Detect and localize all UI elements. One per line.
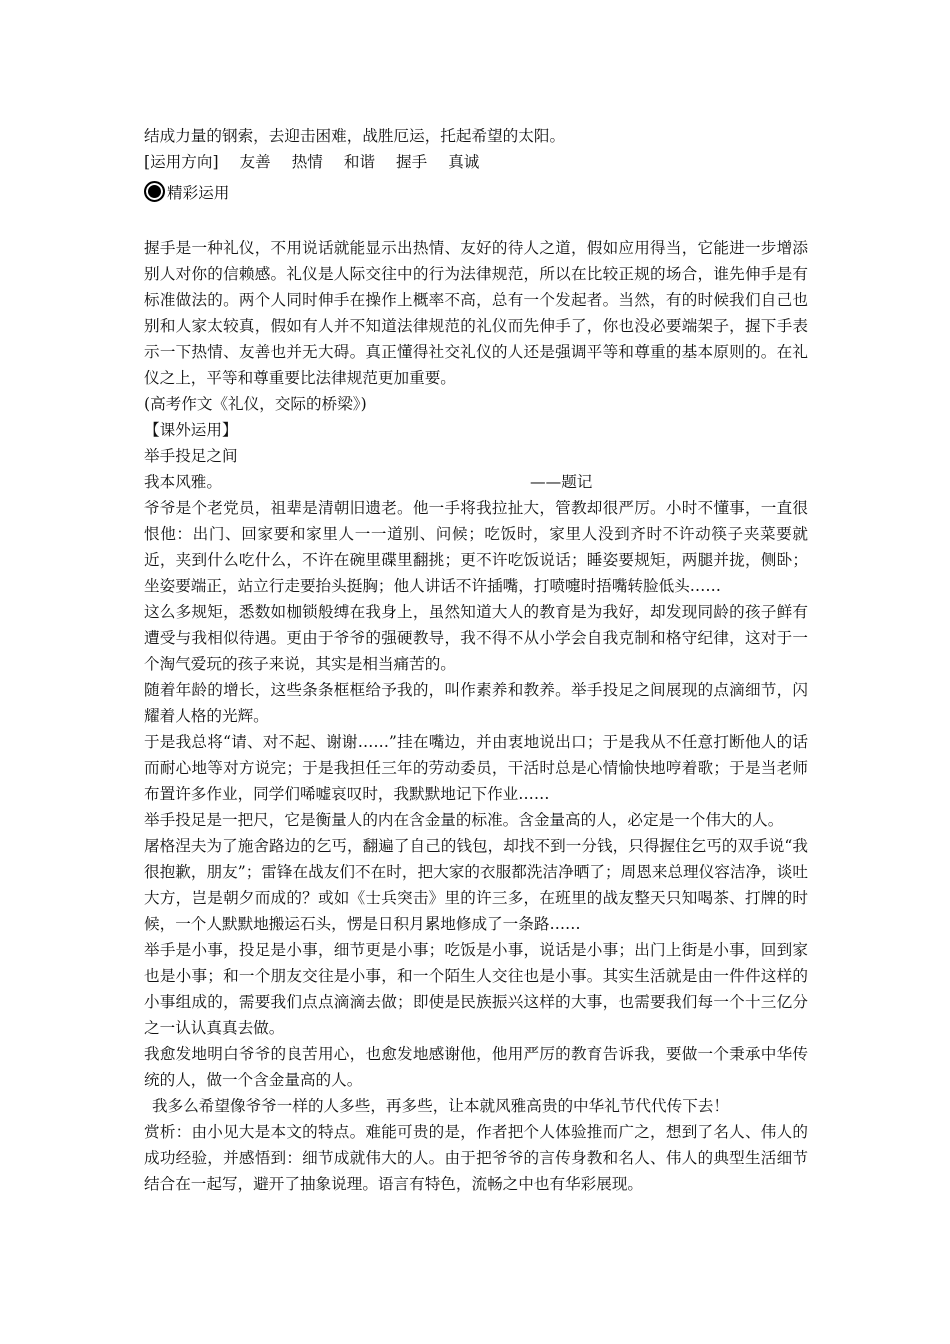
- paragraph: 这么多规矩，悉数如枷锁般缚在我身上，虽然知道大人的教育是为我好，却发现同龄的孩子鲜有遭受与我相似待遇。更由于爷爷的强硬教导，我不得不从小学会自我克制和格守纪律，这对于一个淘气爱玩的孩子来说，其实是相当痛苦的。: [144, 603, 808, 673]
- bullet-icon: [144, 181, 165, 202]
- paragraph: 我愈发地明白爷爷的良苦用心，也愈发地感谢他，他用严厉的教育告诉我，要做一个秉承中华传统的人，做一个含金量高的人。: [144, 1045, 808, 1089]
- application-direction: [144, 149, 808, 175]
- paragraph: 爷爷是个老党员，祖辈是清朝旧遗老。他一手将我拉扯大，管教却很严厉。小时不懂事，一直很恨他：出门、回家要和家里人一一道别、问候；吃饭时，家里人没到齐时不许动筷子夹菜要就近，夹到什么吃什么，不许在碗里碟里翻挑；更不许吃饭说话；睡姿要规矩，两腿并拢，侧卧；坐姿要端正，站立行走要抬头挺胸；他人讲话不许插嘴，打喷嚏时捂嘴转脸低头……: [144, 499, 808, 595]
- comment-paragraph: 赏析：由小见大是本文的特点。难能可贵的是，作者把个人体验推而广之，想到了名人、伟人的成功经验，并感悟到：细节成就伟大的人。由于把爷爷的言传身教和名人、伟人的典型生活细节结合在一起写，避开了抽象说理。语言有特色，流畅之中也有华彩展现。: [144, 1123, 808, 1193]
- closing-line: 我多么希望像爷爷一样的人多些，再多些，让本就风雅高贵的中华礼节代代传下去！: [152, 1097, 729, 1115]
- document-page: [144, 123, 808, 1197]
- source-note: (高考作文《礼仪，交际的桥梁》): [144, 395, 367, 413]
- extra-heading: 【课外运用】: [144, 421, 238, 439]
- paragraph: 握手是一种礼仪，不用说话就能显示出热情、友好的待人之道，假如应用得当，它能进一步增添别人对你的信赖感。礼仪是人际交往中的行为法律规范，所以在比较正规的场合，谁先伸手是有标准做法的。两个人同时伸手在操作上概率不高，总有一个发起者。当然，有的时候我们自己也别和人家太较真，假如有人并不知道法律规范的礼仪而先伸手了，你也没必要端架子，握下手表示一下热情、友善也并无大碍。真正懂得社交礼仪的人还是强调平等和尊重的基本原则的。在礼仪之上，平等和尊重要比法律规范更加重要。: [144, 239, 808, 387]
- epigraph-text: 我本风雅。: [144, 473, 222, 491]
- direction-item: 友善: [239, 153, 271, 171]
- spacer: [144, 209, 808, 235]
- direction-item: 和谐: [343, 153, 376, 171]
- direction-item: 热情: [291, 153, 323, 171]
- section-heading: [144, 177, 808, 209]
- epigraph-attribution: ——题记: [530, 473, 593, 491]
- epigraph: [144, 469, 808, 495]
- paragraph: 屠格涅夫为了施舍路边的乞丐，翻遍了自己的钱包，却找不到一分钱，只得握住乞丐的双手说“我很抱歉，朋友”；雷锋在战友们不在时，把大家的衣服都洗洁净晒了；周恩来总理仪容洁净，谈吐大方，岂是朝夕而成的？或如《士兵突击》里的许三多，在班里的战友整天只知喝茶、打牌的时候，一个人默默地搬运石头，愣是日积月累地修成了一条路……: [144, 837, 808, 933]
- paragraph: 举手投足是一把尺，它是衡量人的内在含金量的标准。含金量高的人，必定是一个伟大的人。: [144, 811, 784, 829]
- paragraph: 于是我总将“请、对不起、谢谢……”挂在嘴边，并由衷地说出口；于是我从不任意打断他人的话而耐心地等对方说完；于是我担任三年的劳动委员，干活时总是心情愉快地哼着歌；于是当老师布置许多作业，同学们唏嘘哀叹时，我默默地记下作业……: [144, 733, 808, 803]
- direction-item: 真诚: [448, 153, 480, 171]
- section-heading-text: 精彩运用: [167, 184, 230, 202]
- intro-line: 结成力量的钢索，去迎击困难，战胜厄运，托起希望的太阳。: [144, 127, 566, 145]
- direction-label: [运用方向]: [144, 153, 219, 171]
- paragraph: 举手是小事，投足是小事，细节更是小事；吃饭是小事，说话是小事；出门上街是小事，回到家也是小事；和一个朋友交往是小事，和一个陌生人交往也是小事。其实生活就是由一件件这样的小事组成的，需要我们点点滴滴去做；即使是民族振兴这样的大事，也需要我们每一个十三亿分之一认认真真去做。: [144, 941, 808, 1037]
- essay-title: 举手投足之间: [144, 447, 238, 465]
- direction-item: 握手: [396, 153, 428, 171]
- paragraph: 随着年龄的增长，这些条条框框给予我的，叫作素养和教养。举手投足之间展现的点滴细节，闪耀着人格的光辉。: [144, 681, 808, 725]
